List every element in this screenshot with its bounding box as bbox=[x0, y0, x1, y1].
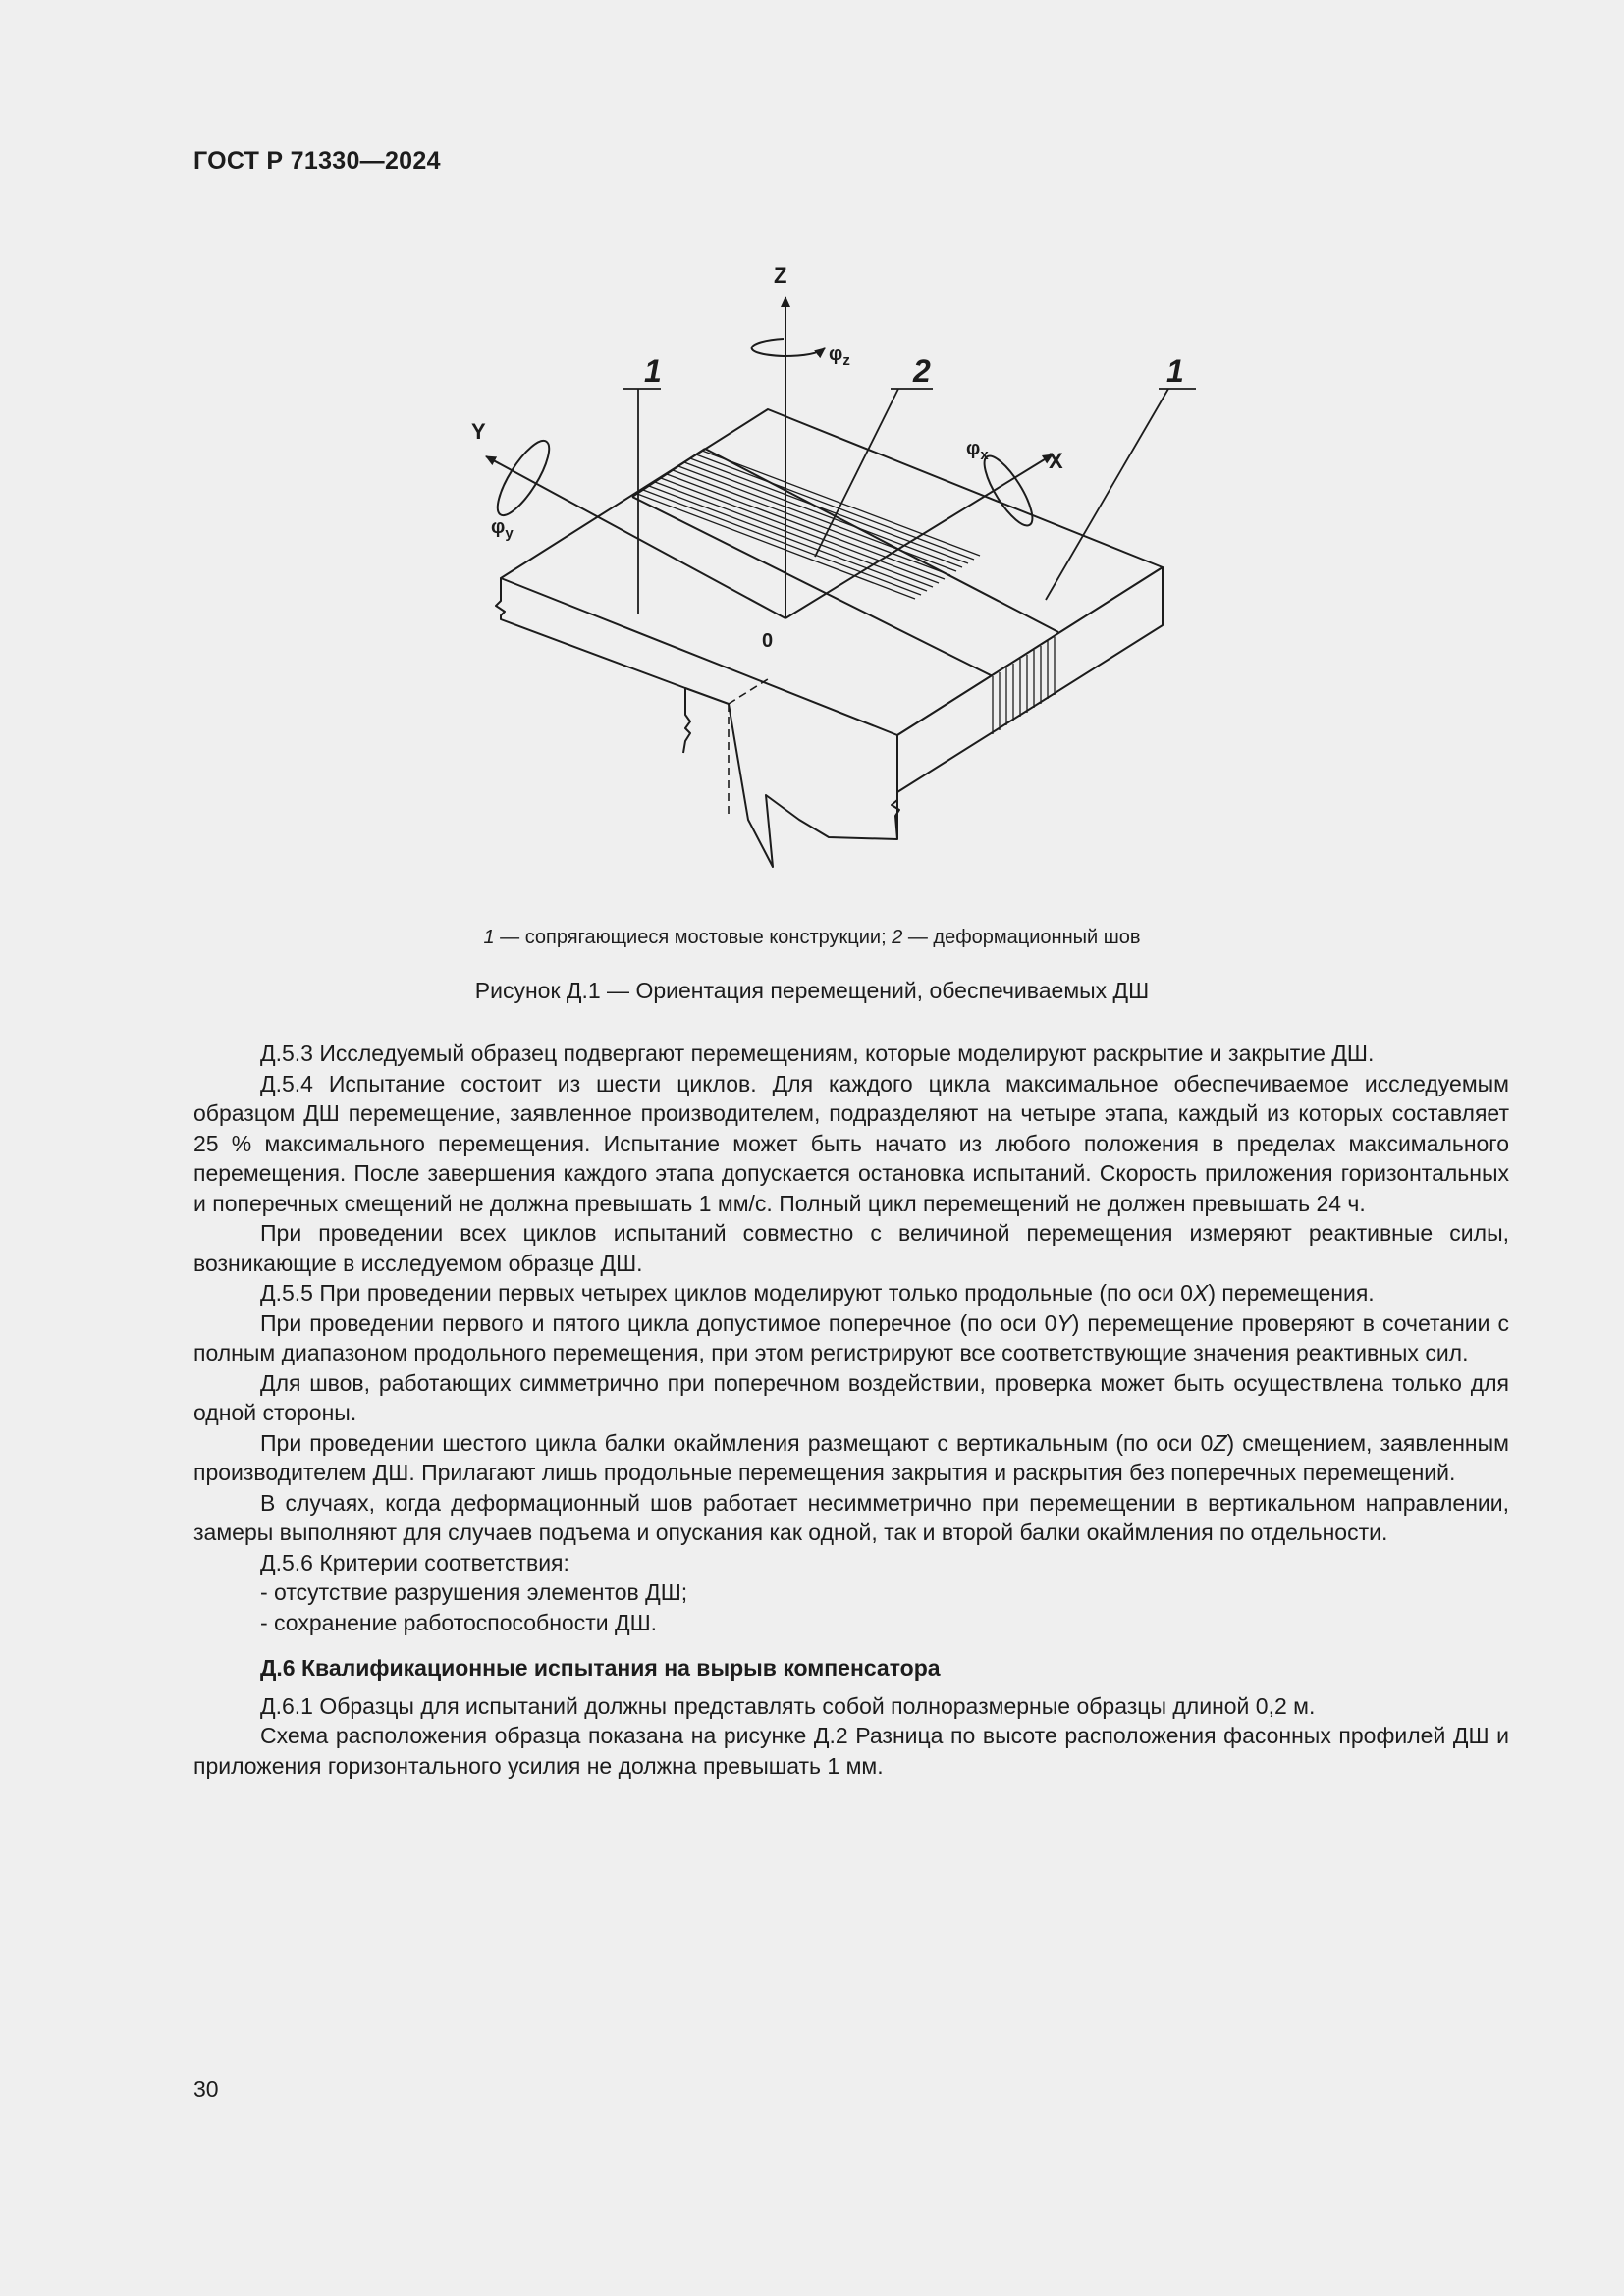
legend-text-2: — деформационный шов bbox=[902, 927, 1141, 948]
body-text bbox=[193, 1039, 1509, 1781]
paragraph-reactive-forces: При проведении всех циклов испытаний совместно с величиной перемещения измеряют реактивные силы, возникающие в исследуемом образце ДШ. bbox=[193, 1220, 1509, 1276]
paragraph-cycles-1-5: При проведении первого и пятого цикла допустимое поперечное (по оси 0Y) перемещение проверяют в сочетании с полным диапазоном продольного перемещения, при этом регистрируют все соответствующие значения реактивных сил. bbox=[193, 1309, 1509, 1365]
paragraph-asymmetric: В случаях, когда деформационный шов работает несимметрично при перемещении в вертикальном направлении, замеры выполняют для случаев подъема и опускания как одной, так и второй балки окаймления по отдельности. bbox=[193, 1489, 1509, 1545]
phi-x-label: $\varphi_x$ bbox=[966, 438, 989, 463]
section-heading-d6: Д.6 Квалификационные испытания на вырыв компенсатора bbox=[260, 1655, 941, 1681]
legend-num-2: 2 bbox=[892, 927, 903, 948]
legend-num-1: 1 bbox=[483, 927, 495, 948]
figure-legend bbox=[0, 927, 1624, 949]
callout-1-right: 1 bbox=[1166, 353, 1184, 389]
paragraph-symmetric-joints: Для швов, работающих симметрично при поперечном воздействии, проверка может быть осуществлена только для одной стороны. bbox=[193, 1369, 1509, 1425]
paragraph-d53: Д.5.3 Исследуемый образец подвергают перемещениям, которые моделируют раскрытие и закрытие ДШ. bbox=[260, 1041, 1375, 1066]
phi-y-label: $\varphi_y$ bbox=[491, 516, 514, 542]
z-axis-label: Z bbox=[774, 263, 787, 288]
list-item: - отсутствие разрушения элементов ДШ; bbox=[260, 1579, 688, 1605]
paragraph-d61: Д.6.1 Образцы для испытаний должны представлять собой полноразмерные образцы длиной 0,2 м. bbox=[260, 1692, 1316, 1719]
origin-label: 0 bbox=[762, 630, 774, 652]
figure-caption: Рисунок Д.1 — Ориентация перемещений, обеспечиваемых ДШ bbox=[474, 978, 1150, 1003]
y-axis-label: Y bbox=[471, 419, 486, 444]
callout-1-left: 1 bbox=[644, 353, 662, 389]
phi-z-rotation-icon bbox=[752, 339, 825, 356]
callout-2: 2 bbox=[913, 353, 931, 389]
paragraph-cycle-6: При проведении шестого цикла балки окаймления размещают с вертикальным (по оси 0Z) смещением, заявленным производителем ДШ. Прилагают лишь продольные перемещения закрытия и раскрытия без поперечных перемещений. bbox=[193, 1429, 1509, 1485]
legend-text-1: — сопрягающиеся мостовые конструкции; bbox=[494, 927, 893, 948]
document-code: ГОСТ Р 71330—2024 bbox=[193, 147, 441, 175]
x-axis-label: X bbox=[1049, 449, 1063, 473]
phi-z-label: $\varphi_z$ bbox=[829, 344, 850, 369]
paragraph-d55: Д.5.5 При проведении первых четырех циклов моделируют только продольные (по оси 0X) перемещения. bbox=[260, 1280, 1375, 1306]
paragraph-layout-scheme: Схема расположения образца показана на рисунке Д.2 Разница по высоте расположения фасонных профилей ДШ и приложения горизонтального усилия не должна превышать 1 мм. bbox=[193, 1723, 1509, 1779]
paragraph-d54: Д.5.4 Испытание состоит из шести циклов. Для каждого цикла максимальное обеспечиваемое исследуемым образцом ДШ перемещение, заявленное производителем, подразделяют на четыре этапа, каждый из которых составляет 25 % максимального перемещения. Испытание может быть начато из любого положения в пределах максимального перемещения. После завершения каждого этапа допускается остановка испытаний. Скорость приложения горизонтальных и поперечных смещений не должна превышать 1 мм/с. Полный цикл перемещений не должен превышать 24 ч. bbox=[193, 1070, 1509, 1216]
phi-y-rotation-icon bbox=[489, 434, 558, 521]
paragraph-d56: Д.5.6 Критерии соответствия: bbox=[260, 1549, 569, 1575]
list-item: - сохранение работоспособности ДШ. bbox=[260, 1609, 658, 1635]
figure-d1 bbox=[452, 250, 1198, 888]
page-number: 30 bbox=[193, 2076, 219, 2102]
joint-orientation-diagram bbox=[452, 250, 1198, 888]
